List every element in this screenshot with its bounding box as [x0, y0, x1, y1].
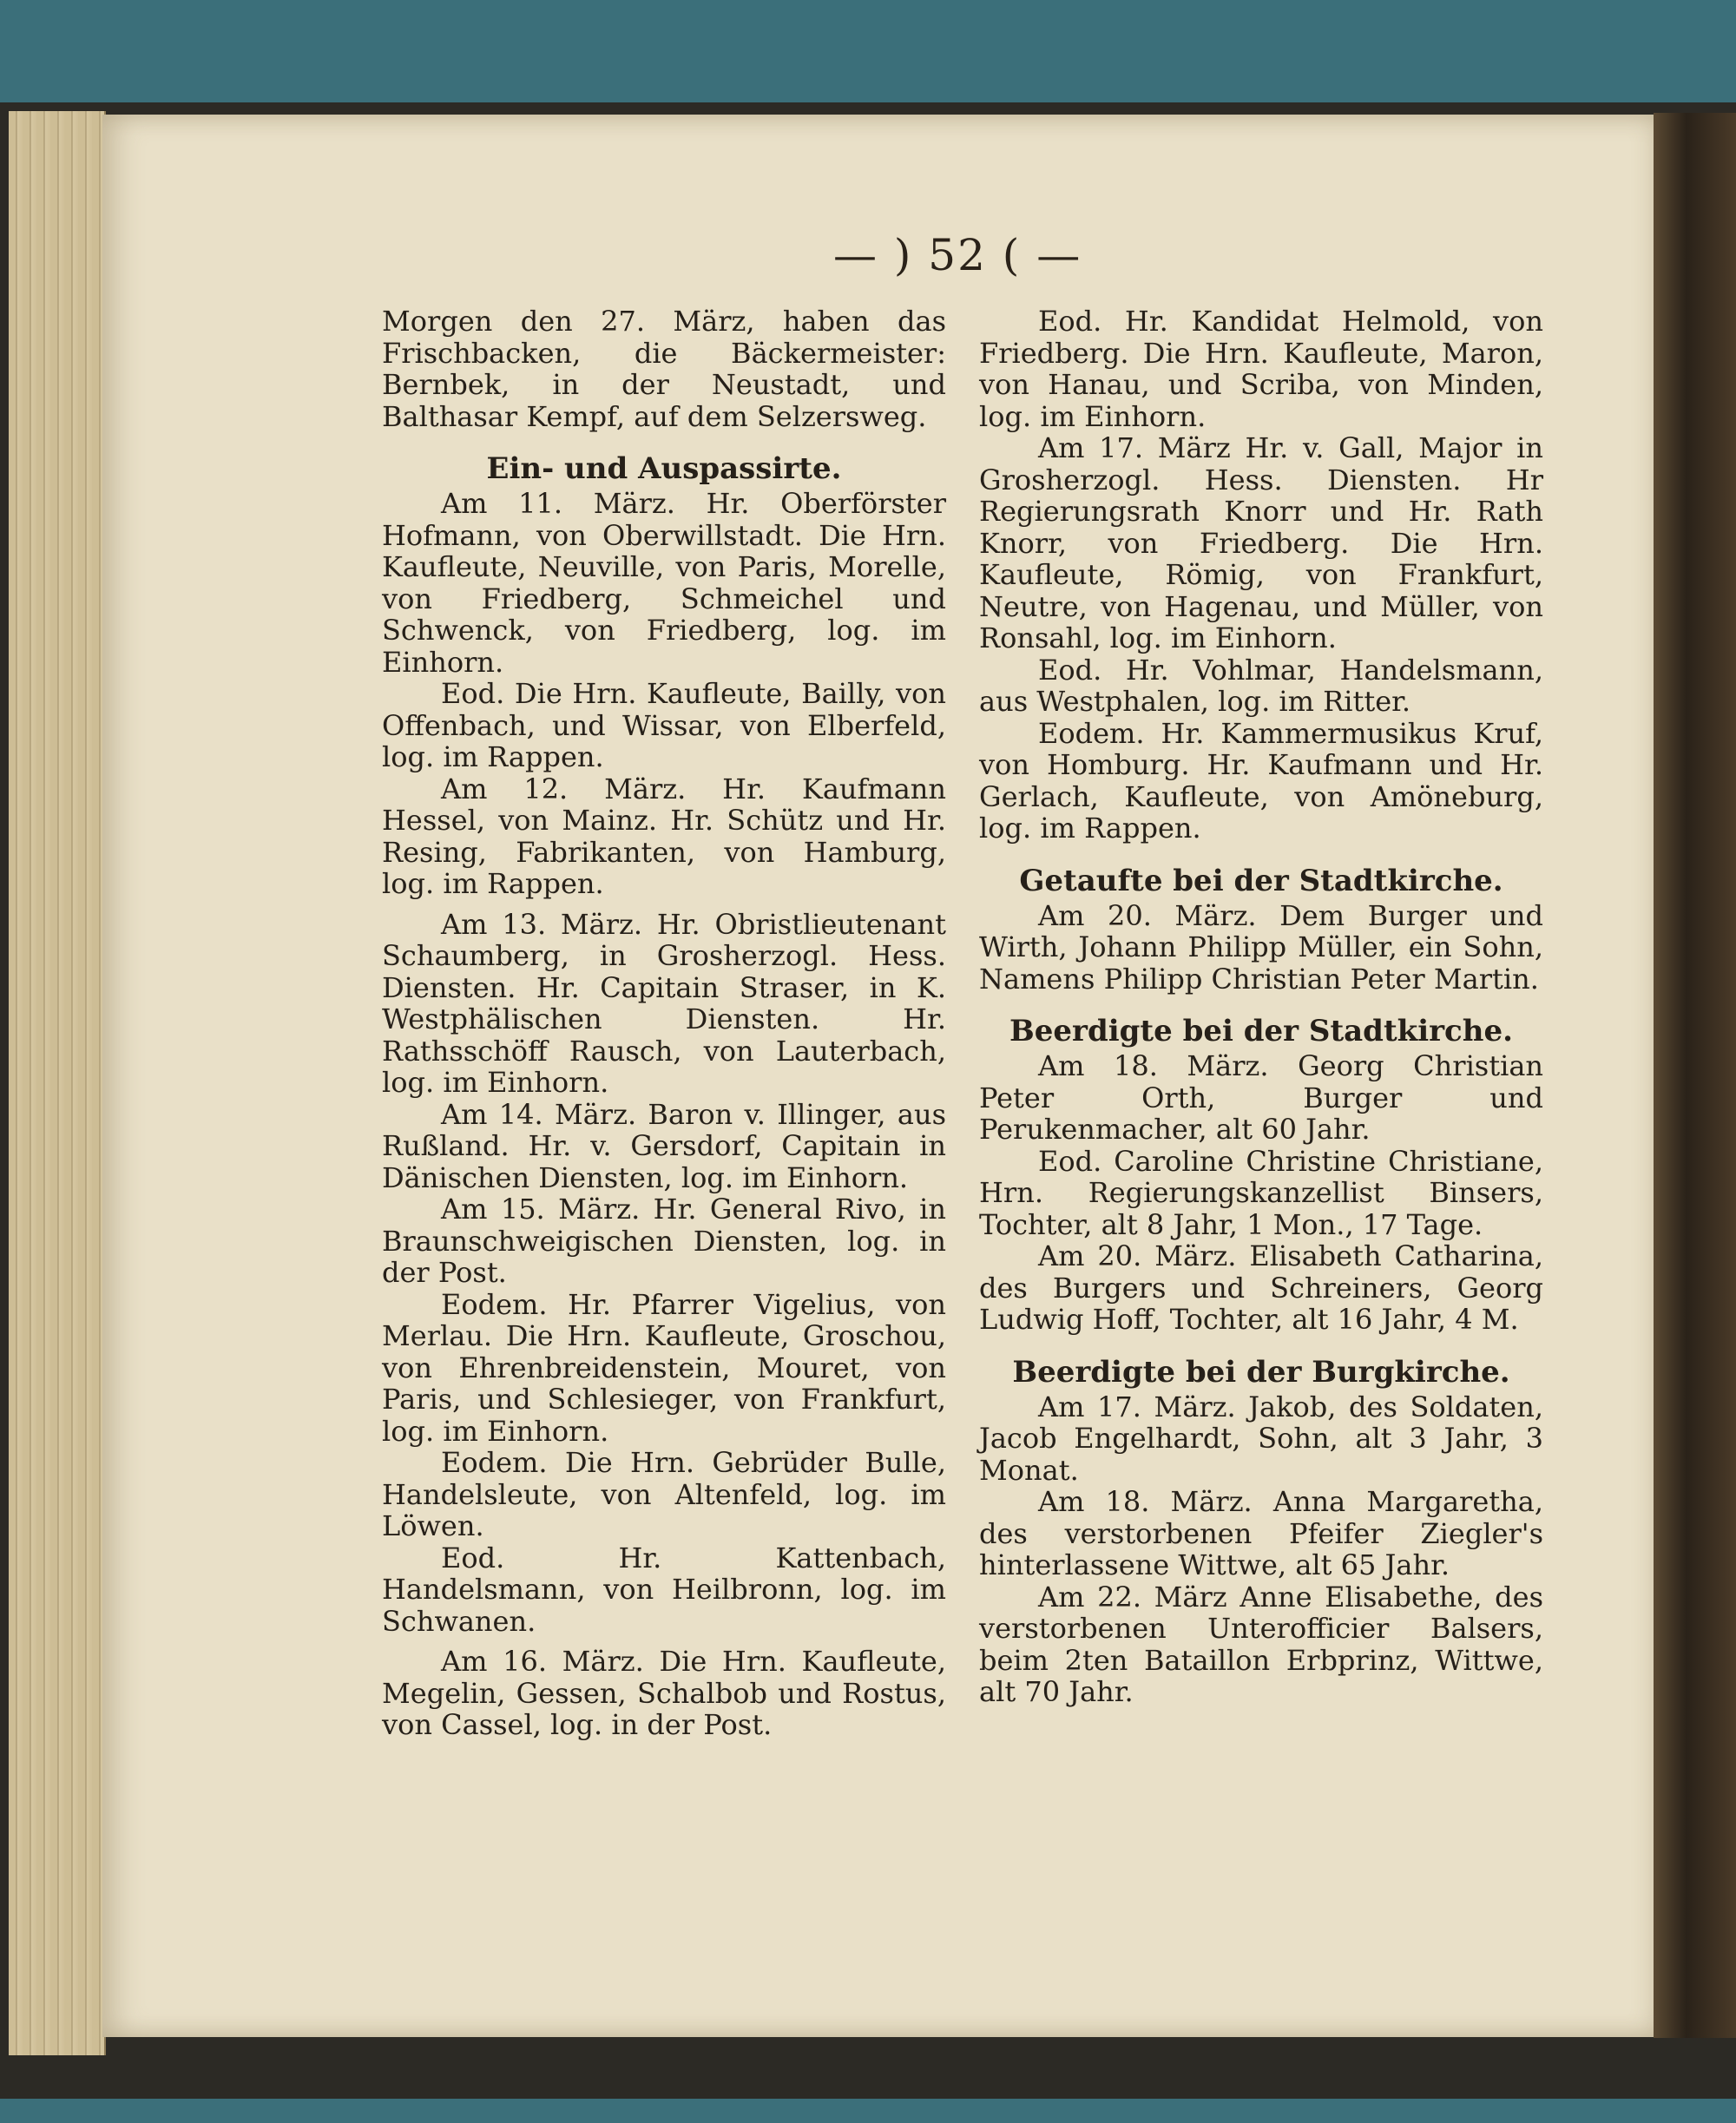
entry-paragraph: Am 22. März Anne Elisabethe, des verstorbenen Unterofficier Balsers, beim 2ten Bataillon Erbprinz, Wittwe, alt 70 Jahr. [979, 1580, 1543, 1708]
entry-paragraph: Am 17. März. Jakob, des Soldaten, Jacob Engelhardt, Sohn, alt 3 Jahr, 3 Monat. [979, 1390, 1543, 1487]
intro-paragraph: Morgen den 27. März, haben das Frischbacken, die Bäckermeister: Bernbek, in der Neustadt, und Balthasar Kempf, auf dem Selzersweg. [382, 305, 946, 433]
entry-paragraph: Eod. Hr. Kandidat Helmold, von Friedberg. Die Hrn. Kaufleute, Maron, von Hanau, und Scriba, von Minden, log. im Einhorn. [979, 305, 1543, 433]
right-column [979, 306, 1543, 1708]
book-spine [1654, 113, 1736, 2038]
entry-paragraph: Eod. Hr. Kattenbach, Handelsmann, von Heilbronn, log. im Schwanen. [382, 1541, 946, 1638]
entry-paragraph: Eod. Caroline Christine Christiane, Hrn. Regierungskanzellist Binsers, Tochter, alt 8 Jahr, 1 Mon., 17 Tage. [979, 1144, 1543, 1241]
entry-paragraph: Am 17. März Hr. v. Gall, Major in Grosherzogl. Hess. Diensten. Hr Regierungsrath Knorr und Hr. Rath Knorr, von Friedberg. Die Hrn. Kaufleute, Römig, von Frankfurt, Neutre, von Hagenau, und Müller, von Ronsahl, log. im Einhorn. [979, 431, 1543, 654]
entry-paragraph: Am 20. März. Dem Burger und Wirth, Johann Philipp Müller, ein Sohn, Namens Philipp Christian Peter Martin. [979, 898, 1543, 996]
entry-paragraph: Am 16. März. Die Hrn. Kaufleute, Megelin, Gessen, Schalbob und Rostus, von Cassel, log. in der Post. [382, 1645, 946, 1741]
entry-paragraph: Am 13. März. Hr. Obristlieutenant Schaumberg, in Grosherzogl. Hess. Diensten. Hr. Capitain Straser, in K. Westphälischen Diensten. Hr. Rathsschöff Rausch, von Lauterbach, log. im Einhorn. [382, 907, 946, 1099]
section-heading-buried-city: Beerdigte bei der Stadtkirche. [1009, 1014, 1513, 1048]
entry-paragraph: Eod. Die Hrn. Kaufleute, Bailly, von Offenbach, und Wissar, von Elberfeld, log. im Rappen. [382, 677, 946, 773]
entry-paragraph: Am 15. März. Hr. General Rivo, in Braunschweigischen Diensten, log. in der Post. [382, 1193, 946, 1289]
entry-paragraph: Am 14. März. Baron v. Illinger, aus Rußland. Hr. v. Gersdorf, Capitain in Dänischen Diensten, log. im Einhorn. [382, 1097, 946, 1194]
section-heading-baptized: Getaufte bei der Stadtkirche. [1019, 863, 1503, 898]
entry-paragraph: Eod. Hr. Vohlmar, Handelsmann, aus Westphalen, log. im Ritter. [979, 653, 1543, 718]
entry-paragraph: Am 11. März. Hr. Oberförster Hofmann, von Oberwillstadt. Die Hrn. Kaufleute, Neuville, von Paris, Morelle, von Friedberg, Schmeichel und Schwenck, von Friedberg, log. im Einhorn. [382, 487, 946, 679]
left-column [382, 306, 946, 1741]
entry-paragraph: Am 20. März. Elisabeth Catharina, des Burgers und Schreiners, Georg Ludwig Hoff, Tochter, alt 16 Jahr, 4 M. [979, 1239, 1543, 1336]
entry-paragraph: Am 12. März. Hr. Kaufmann Hessel, von Mainz. Hr. Schütz und Hr. Resing, Fabrikanten, von Hamburg, log. im Rappen. [382, 772, 946, 900]
entry-paragraph: Eodem. Die Hrn. Gebrüder Bulle, Handelsleute, von Altenfeld, log. im Löwen. [382, 1446, 946, 1542]
entry-paragraph: Eodem. Hr. Pfarrer Vigelius, von Merlau. Die Hrn. Kaufleute, Groschou, von Ehrenbreidenstein, Mouret, von Paris, und Schlesieger, von Frankfurt, log. im Einhorn. [382, 1287, 946, 1448]
entry-paragraph: Am 18. März. Anna Margaretha, des verstorbenen Pfeifer Ziegler's hinterlassene Wittwe, alt 65 Jahr. [979, 1485, 1543, 1581]
entry-paragraph: Eodem. Hr. Kammermusikus Kruf, von Homburg. Hr. Kaufmann und Hr. Gerlach, Kaufleute, von Amöneburg, log. im Rappen. [979, 716, 1543, 845]
page-number: — ) 52 ( — [833, 230, 1082, 280]
section-heading-buried-castle: Beerdigte bei der Burgkirche. [1012, 1354, 1510, 1390]
entry-paragraph: Am 18. März. Georg Christian Peter Orth, Burger und Perukenmacher, alt 60 Jahr. [979, 1049, 1543, 1146]
page-edges [9, 111, 106, 2055]
section-heading-passengers: Ein- und Auspassirte. [486, 451, 842, 486]
